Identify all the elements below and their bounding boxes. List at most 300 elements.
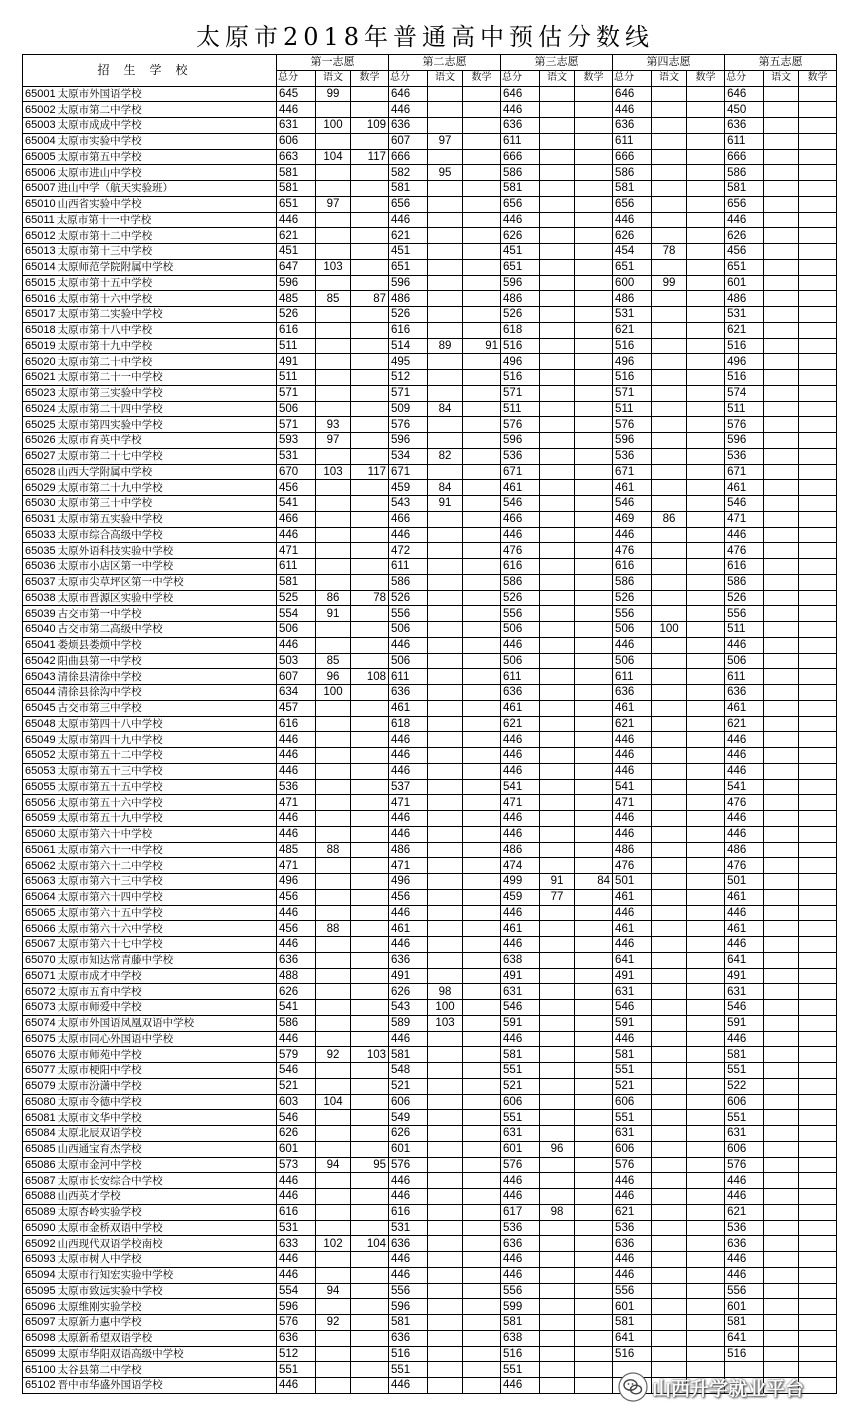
total-score-cell: 446 [389,102,428,118]
school-code: 65006 [25,166,56,179]
school-code: 65094 [25,1269,56,1282]
math-score-cell [351,700,389,716]
math-score-cell [351,433,389,449]
school-cell [23,889,277,905]
chinese-score-cell [428,1267,463,1283]
math-score-cell [575,1220,613,1236]
table-row [23,196,837,212]
total-score-cell: 586 [389,574,428,590]
chinese-score-cell [764,1346,799,1362]
math-score-cell [463,1362,501,1378]
chinese-score-cell [540,165,575,181]
math-score-cell [687,322,725,338]
math-score-cell [799,527,837,543]
math-score-cell [799,622,837,638]
total-score-cell: 571 [613,385,652,401]
chinese-score-cell [316,1299,351,1315]
table-row [23,559,837,575]
school-name: 太原市第五十五中学校 [57,780,163,793]
school-name: 太原市综合高级中学校 [57,528,163,541]
chinese-score-cell [540,86,575,102]
total-score-cell: 506 [725,653,764,669]
math-score-cell [351,637,389,653]
total-score-cell: 536 [613,448,652,464]
total-score-cell: 581 [277,574,316,590]
school-name: 太原市外国语学校 [57,87,142,100]
math-score-cell [575,1378,613,1394]
school-code: 65097 [25,1316,56,1329]
math-score-cell [799,905,837,921]
total-score-cell: 469 [613,511,652,527]
math-score-cell [687,181,725,197]
chinese-score-cell [652,149,687,165]
total-score-cell: 618 [501,322,540,338]
total-score-cell: 446 [613,826,652,842]
math-score-cell [351,921,389,937]
chinese-score-cell [652,921,687,937]
total-score-cell: 636 [501,1236,540,1252]
chinese-score-cell: 103 [428,1015,463,1031]
total-score-cell: 471 [277,543,316,559]
chinese-score-cell [428,1299,463,1315]
table-row [23,700,837,716]
total-score-cell: 636 [613,1236,652,1252]
total-score-cell: 485 [277,842,316,858]
chinese-score-cell [316,1015,351,1031]
total-score-cell: 551 [725,1110,764,1126]
chinese-score-cell [316,401,351,417]
school-cell [23,795,277,811]
chinese-score-cell [428,606,463,622]
total-score-cell: 616 [277,716,316,732]
chinese-score-cell: 85 [316,291,351,307]
total-score-cell: 461 [725,921,764,937]
school-name: 太原市第二十七中学校 [57,450,163,463]
math-score-cell [799,937,837,953]
chinese-score-cell [652,748,687,764]
school-cell [23,622,277,638]
table-row [23,1063,837,1079]
math-score-cell [799,779,837,795]
table-row [23,102,837,118]
total-score-cell: 626 [277,984,316,1000]
total-score-cell: 446 [277,1378,316,1394]
chinese-score-cell [652,559,687,575]
school-name: 太原新希望双语学校 [57,1332,153,1345]
sub-header-chinese: 语文 [428,70,463,86]
math-score-cell [463,984,501,1000]
math-score-cell [575,590,613,606]
math-score-cell [575,763,613,779]
math-score-cell [575,700,613,716]
math-score-cell [575,795,613,811]
math-score-cell [575,748,613,764]
school-cell [23,952,277,968]
school-name: 太原外语科技实验中学校 [57,544,174,557]
total-score-cell: 531 [277,1220,316,1236]
math-score-cell [463,921,501,937]
total-score-cell: 581 [501,1315,540,1331]
chinese-score-cell [428,968,463,984]
math-score-cell [463,1157,501,1173]
total-score-cell: 496 [501,354,540,370]
math-score-cell [687,1189,725,1205]
chinese-score-cell [652,86,687,102]
table-row [23,748,837,764]
math-score-cell [463,1252,501,1268]
total-score-cell: 496 [277,874,316,890]
school-code: 65010 [25,198,56,211]
total-score-cell: 651 [389,259,428,275]
chinese-score-cell [316,1204,351,1220]
total-score-cell: 626 [501,228,540,244]
total-score-cell: 574 [725,385,764,401]
math-score-cell [799,1157,837,1173]
math-score-cell [799,1236,837,1252]
math-score-cell [463,1047,501,1063]
chinese-score-cell [652,496,687,512]
math-score-cell [799,1330,837,1346]
chinese-score-cell [316,1220,351,1236]
math-score-cell [575,1189,613,1205]
math-score-cell [463,307,501,323]
school-name: 太原市第五十二中学校 [57,749,163,762]
chinese-score-cell [652,1330,687,1346]
school-code: 65102 [25,1379,56,1392]
math-score-cell [799,685,837,701]
chinese-score-cell: 89 [428,338,463,354]
math-score-cell: 103 [351,1047,389,1063]
total-score-cell: 511 [725,622,764,638]
chinese-score-cell [428,212,463,228]
math-score-cell [463,385,501,401]
chinese-score-cell [540,826,575,842]
chinese-score-cell [540,937,575,953]
total-score-cell: 621 [613,1204,652,1220]
chinese-score-cell [540,779,575,795]
total-score-cell: 531 [613,307,652,323]
table-row [23,921,837,937]
math-score-cell [575,858,613,874]
math-score-cell: 104 [351,1236,389,1252]
school-name: 太原市汾潇中学校 [57,1080,142,1093]
total-score-cell: 526 [725,590,764,606]
total-score-cell: 551 [501,1362,540,1378]
table-row [23,1110,837,1126]
table-row [23,118,837,134]
total-score-cell: 526 [501,307,540,323]
chinese-score-cell [428,291,463,307]
math-score-cell [687,779,725,795]
chinese-score-cell [316,338,351,354]
math-score-cell [799,748,837,764]
total-score-cell: 511 [277,338,316,354]
total-score-cell: 611 [613,669,652,685]
school-cell [23,165,277,181]
school-name: 太原维刚实验学校 [57,1300,142,1313]
math-score-cell [351,937,389,953]
total-score-cell: 636 [389,118,428,134]
total-score-cell: 646 [389,86,428,102]
total-score-cell: 446 [277,527,316,543]
table-row [23,511,837,527]
math-score-cell [463,1236,501,1252]
table-row [23,259,837,275]
chinese-score-cell [540,543,575,559]
total-score-cell: 576 [389,1157,428,1173]
total-score-cell: 446 [501,212,540,228]
total-score-cell: 446 [613,732,652,748]
chinese-score-cell [652,984,687,1000]
school-code: 65030 [25,497,56,510]
chinese-score-cell: 94 [316,1157,351,1173]
total-score-cell: 531 [277,448,316,464]
school-code: 65024 [25,402,56,415]
math-score-cell [799,181,837,197]
chinese-score-cell [652,527,687,543]
school-cell [23,149,277,165]
chinese-score-cell [764,496,799,512]
math-score-cell [463,1330,501,1346]
math-score-cell [351,370,389,386]
math-score-cell [799,228,837,244]
chinese-score-cell [316,244,351,260]
chinese-score-cell [428,433,463,449]
chinese-score-cell [652,1204,687,1220]
total-score-cell: 446 [613,102,652,118]
chinese-score-cell [428,669,463,685]
math-score-cell [687,1252,725,1268]
total-score-cell: 476 [725,858,764,874]
math-score-cell [799,1110,837,1126]
chinese-score-cell: 84 [428,480,463,496]
total-score-cell: 486 [501,842,540,858]
school-code: 65005 [25,150,56,163]
math-score-cell [799,795,837,811]
chinese-score-cell [764,1189,799,1205]
math-score-cell [463,1173,501,1189]
math-score-cell [351,842,389,858]
math-score-cell [575,842,613,858]
total-score-cell: 636 [501,118,540,134]
chinese-score-cell [764,1094,799,1110]
math-score-cell [799,543,837,559]
math-score-cell [687,464,725,480]
math-score-cell: 78 [351,590,389,606]
chinese-score-cell [316,1126,351,1142]
total-score-cell: 571 [277,417,316,433]
chinese-score-cell [652,165,687,181]
total-score-cell: 521 [389,1078,428,1094]
total-score-cell: 621 [613,322,652,338]
total-score-cell: 486 [725,291,764,307]
total-score-cell: 488 [277,968,316,984]
math-score-cell [687,433,725,449]
math-score-cell [463,889,501,905]
chinese-score-cell [316,496,351,512]
chinese-score-cell [652,448,687,464]
chinese-score-cell [764,212,799,228]
total-score-cell: 521 [613,1078,652,1094]
school-cell [23,480,277,496]
total-score-cell: 581 [501,181,540,197]
total-score-cell: 596 [389,1299,428,1315]
math-score-cell [687,685,725,701]
total-score-cell: 456 [277,480,316,496]
chinese-score-cell [540,1031,575,1047]
math-score-cell [463,811,501,827]
math-score-cell [351,244,389,260]
total-score-cell: 551 [613,1063,652,1079]
math-score-cell [575,1283,613,1299]
total-score-cell: 446 [725,937,764,953]
school-cell [23,1220,277,1236]
chinese-score-cell: 91 [428,496,463,512]
total-score-cell: 526 [277,307,316,323]
chinese-score-cell [316,181,351,197]
total-score-cell: 461 [613,921,652,937]
math-score-cell [351,1283,389,1299]
chinese-score-cell [428,417,463,433]
total-score-cell: 576 [613,1157,652,1173]
chinese-score-cell [764,322,799,338]
school-code: 65100 [25,1363,56,1376]
chinese-score-cell [540,637,575,653]
chinese-score-cell [316,527,351,543]
school-name: 太原市第十五中学校 [57,276,153,289]
total-score-cell: 554 [277,606,316,622]
chinese-score-cell [316,716,351,732]
math-score-cell [575,102,613,118]
school-name: 古交市第二高级中学校 [57,623,163,636]
math-score-cell [799,149,837,165]
math-score-cell [575,1330,613,1346]
school-name: 太原北辰双语学校 [57,1127,142,1140]
school-code: 65027 [25,450,56,463]
total-score-cell: 582 [389,165,428,181]
chinese-score-cell [540,732,575,748]
school-name: 太原新力惠中学校 [57,1316,142,1329]
math-score-cell [799,858,837,874]
math-score-cell [463,1126,501,1142]
chinese-score-cell [316,811,351,827]
math-score-cell [351,496,389,512]
chinese-score-cell [652,1110,687,1126]
total-score-cell: 626 [613,228,652,244]
math-score-cell [687,1236,725,1252]
table-row [23,1015,837,1031]
school-name: 太原市第二十中学校 [57,355,153,368]
math-score-cell [351,133,389,149]
total-score-cell: 446 [389,905,428,921]
school-name: 太原市成成中学校 [57,119,142,132]
total-score-cell: 596 [501,275,540,291]
school-name: 太原市第四十八中学校 [57,717,163,730]
total-score-cell: 516 [725,370,764,386]
total-score-cell: 626 [389,1126,428,1142]
total-score-cell: 446 [501,811,540,827]
school-code: 65041 [25,639,56,652]
table-row [23,1236,837,1252]
table-row [23,905,837,921]
table-row [23,889,837,905]
total-score-cell: 581 [613,181,652,197]
chinese-score-cell [540,590,575,606]
math-score-cell [575,606,613,622]
chinese-score-cell: 85 [316,653,351,669]
school-cell [23,653,277,669]
total-score-cell: 551 [501,1063,540,1079]
table-row [23,354,837,370]
math-score-cell [687,653,725,669]
math-score-cell [463,480,501,496]
school-cell [23,417,277,433]
total-score-cell: 556 [389,1283,428,1299]
table-row [23,307,837,323]
math-score-cell: 109 [351,118,389,134]
math-score-cell [575,968,613,984]
total-score-cell: 446 [277,905,316,921]
school-cell [23,244,277,260]
school-code: 65092 [25,1237,56,1250]
school-code: 65019 [25,339,56,352]
total-score-cell: 486 [725,842,764,858]
school-name: 太原市第二实验中学校 [57,308,163,321]
table-row [23,165,837,181]
school-code: 65026 [25,434,56,447]
total-score-cell: 446 [389,937,428,953]
math-score-cell [575,1110,613,1126]
math-score-cell [687,1015,725,1031]
math-score-cell [463,590,501,606]
math-score-cell [351,1031,389,1047]
chinese-score-cell [764,307,799,323]
math-score-cell [799,590,837,606]
school-code: 65017 [25,308,56,321]
math-score-cell [463,401,501,417]
total-score-cell: 656 [613,196,652,212]
total-score-cell: 522 [725,1078,764,1094]
math-score-cell [687,1283,725,1299]
math-score-cell [799,732,837,748]
chinese-score-cell: 95 [428,165,463,181]
school-name: 太原市第十二中学校 [57,229,153,242]
total-score-cell: 503 [277,653,316,669]
chinese-score-cell [316,700,351,716]
math-score-cell [351,212,389,228]
table-row [23,385,837,401]
sub-header-math: 数学 [575,70,613,86]
math-score-cell [575,637,613,653]
total-score-cell: 525 [277,590,316,606]
chinese-score-cell [652,338,687,354]
math-score-cell [687,1078,725,1094]
total-score-cell: 446 [725,212,764,228]
math-score-cell [463,732,501,748]
chinese-score-cell: 98 [540,1204,575,1220]
chinese-score-cell [540,448,575,464]
math-score-cell [463,496,501,512]
chinese-score-cell [428,244,463,260]
total-score-cell: 636 [389,685,428,701]
school-name: 清徐县徐沟中学校 [57,686,142,699]
total-score-cell: 474 [501,858,540,874]
chinese-score-cell [428,937,463,953]
table-row [23,1330,837,1346]
total-score-cell: 621 [725,322,764,338]
table-row [23,527,837,543]
chinese-score-cell: 96 [316,669,351,685]
